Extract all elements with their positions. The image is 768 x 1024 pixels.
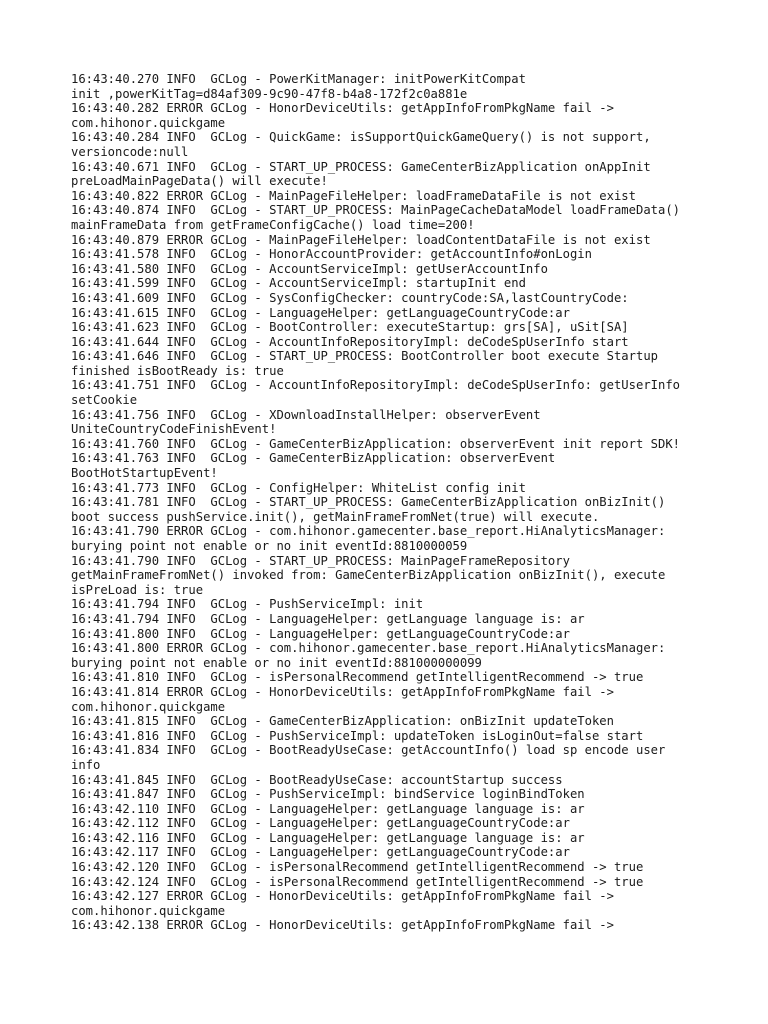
log-line: com.hihonor.quickgame	[71, 903, 226, 918]
log-line: 16:43:41.578 INFO GCLog - HonorAccountProvider: getAccountInfo#onLogin	[71, 247, 592, 262]
log-line: 16:43:40.822 ERROR GCLog - MainPageFileHelper: loadFrameDataFile is not exist	[71, 188, 636, 203]
log-line: 16:43:41.794 INFO GCLog - PushServiceImpl: init	[71, 597, 424, 612]
log-line: preLoadMainPageData() will execute!	[71, 174, 328, 189]
log-line: mainFrameData from getFrameConfigCache() load time=200!	[71, 217, 475, 232]
log-line: 16:43:41.845 INFO GCLog - BootReadyUseCase: accountStartup success	[71, 772, 563, 787]
log-line: 16:43:41.763 INFO GCLog - GameCenterBizApplication: observerEvent	[71, 451, 556, 466]
log-line: 16:43:42.120 INFO GCLog - isPersonalRecommend getIntelligentRecommend -> true	[71, 860, 644, 875]
log-line: 16:43:41.623 INFO GCLog - BootController: executeStartup: grs[SA], uSit[SA]	[71, 320, 629, 335]
log-line: BootHotStartupEvent!	[71, 466, 218, 481]
log-line: UniteCountryCodeFinishEvent!	[71, 422, 277, 437]
log-line: 16:43:42.117 INFO GCLog - LanguageHelper: getLanguageCountryCode:ar	[71, 845, 570, 860]
log-line: 16:43:42.112 INFO GCLog - LanguageHelper: getLanguageCountryCode:ar	[71, 816, 570, 831]
log-line: 16:43:42.110 INFO GCLog - LanguageHelper: getLanguage language is: ar	[71, 801, 585, 816]
log-line: 16:43:40.282 ERROR GCLog - HonorDeviceUtils: getAppInfoFromPkgName fail ->	[71, 101, 614, 116]
log-line: 16:43:41.756 INFO GCLog - XDownloadInstallHelper: observerEvent	[71, 407, 541, 422]
log-line: 16:43:41.800 INFO GCLog - LanguageHelper: getLanguageCountryCode:ar	[71, 626, 570, 641]
log-line: burying point not enable or no init eventId:881000000099	[71, 655, 482, 670]
log-line: finished isBootReady is: true	[71, 363, 284, 378]
log-line: init ,powerKitTag=d84af309-9c90-47f8-b4a8-172f2c0a881e	[71, 86, 468, 101]
log-line: isPreLoad is: true	[71, 582, 204, 597]
log-line: 16:43:41.751 INFO GCLog - AccountInfoRepositoryImpl: deCodeSpUserInfo: getUserInfo	[71, 378, 681, 393]
log-line: 16:43:41.790 INFO GCLog - START_UP_PROCESS: MainPageFrameRepository	[71, 553, 570, 568]
log-line: 16:43:41.847 INFO GCLog - PushServiceImpl: bindService loginBindToken	[71, 787, 585, 802]
log-line: 16:43:41.644 INFO GCLog - AccountInfoRepositoryImpl: deCodeSpUserInfo start	[71, 334, 629, 349]
log-line: 16:43:40.284 INFO GCLog - QuickGame: isSupportQuickGameQuery() is not support,	[71, 130, 651, 145]
log-line: boot success pushService.init(), getMainFrameFromNet(true) will execute.	[71, 509, 600, 524]
log-line: 16:43:41.615 INFO GCLog - LanguageHelper: getLanguageCountryCode:ar	[71, 305, 570, 320]
log-line: getMainFrameFromNet() invoked from: GameCenterBizApplication onBizInit(), execute	[71, 568, 666, 583]
log-line: 16:43:42.116 INFO GCLog - LanguageHelper: getLanguage language is: ar	[71, 830, 585, 845]
log-line: 16:43:41.609 INFO GCLog - SysConfigChecker: countryCode:SA,lastCountryCode:	[71, 290, 629, 305]
log-line: 16:43:42.127 ERROR GCLog - HonorDeviceUtils: getAppInfoFromPkgName fail ->	[71, 889, 614, 904]
log-line: com.hihonor.quickgame	[71, 115, 226, 130]
log-line: burying point not enable or no init eventId:8810000059	[71, 539, 468, 553]
log-line: 16:43:41.815 INFO GCLog - GameCenterBizApplication: onBizInit updateToken	[71, 714, 614, 729]
log-line: 16:43:41.773 INFO GCLog - ConfigHelper: WhiteList config init	[71, 480, 526, 495]
log-line: 16:43:41.800 ERROR GCLog - com.hihonor.gamecenter.base_report.HiAnalyticsManager:	[71, 641, 666, 656]
log-line: 16:43:40.874 INFO GCLog - START_UP_PROCESS: MainPageCacheDataModel loadFrameData()	[71, 203, 681, 218]
log-line: 16:43:41.580 INFO GCLog - AccountServiceImpl: getUserAccountInfo	[71, 261, 548, 276]
log-line: com.hihonor.quickgame	[71, 699, 226, 714]
log-line: versioncode:null	[71, 144, 189, 159]
log-line: 16:43:41.781 INFO GCLog - START_UP_PROCESS: GameCenterBizApplication onBizInit()	[71, 495, 666, 510]
log-line: 16:43:41.810 INFO GCLog - isPersonalRecommend getIntelligentRecommend -> true	[71, 670, 644, 685]
log-line: 16:43:40.879 ERROR GCLog - MainPageFileHelper: loadContentDataFile is not exist	[71, 232, 651, 247]
log-line: 16:43:42.138 ERROR GCLog - HonorDeviceUtils: getAppInfoFromPkgName fail ->	[71, 918, 614, 933]
log-line: info	[71, 757, 101, 772]
log-line: 16:43:41.760 INFO GCLog - GameCenterBizApplication: observerEvent init report SDK!	[71, 436, 681, 451]
log-line: 16:43:41.816 INFO GCLog - PushServiceImpl: updateToken isLoginOut=false start	[71, 728, 644, 743]
log-line: 16:43:40.270 INFO GCLog - PowerKitManager: initPowerKitCompat	[71, 72, 526, 86]
log-line: 16:43:40.671 INFO GCLog - START_UP_PROCESS: GameCenterBizApplication onAppInit	[71, 159, 651, 174]
log-line: setCookie	[71, 393, 138, 408]
log-line: 16:43:42.124 INFO GCLog - isPersonalRecommend getIntelligentRecommend -> true	[71, 874, 644, 889]
log-line: 16:43:41.646 INFO GCLog - START_UP_PROCESS: BootController boot execute Startup	[71, 349, 658, 364]
log-line: 16:43:41.834 INFO GCLog - BootReadyUseCase: getAccountInfo() load sp encode user	[71, 743, 666, 758]
log-line: 16:43:41.599 INFO GCLog - AccountServiceImpl: startupInit end	[71, 276, 526, 291]
log-text-block	[71, 72, 731, 933]
log-line: 16:43:41.814 ERROR GCLog - HonorDeviceUtils: getAppInfoFromPkgName fail ->	[71, 684, 614, 699]
log-line: 16:43:41.790 ERROR GCLog - com.hihonor.gamecenter.base_report.HiAnalyticsManager:	[71, 524, 666, 539]
log-line: 16:43:41.794 INFO GCLog - LanguageHelper: getLanguage language is: ar	[71, 611, 585, 626]
